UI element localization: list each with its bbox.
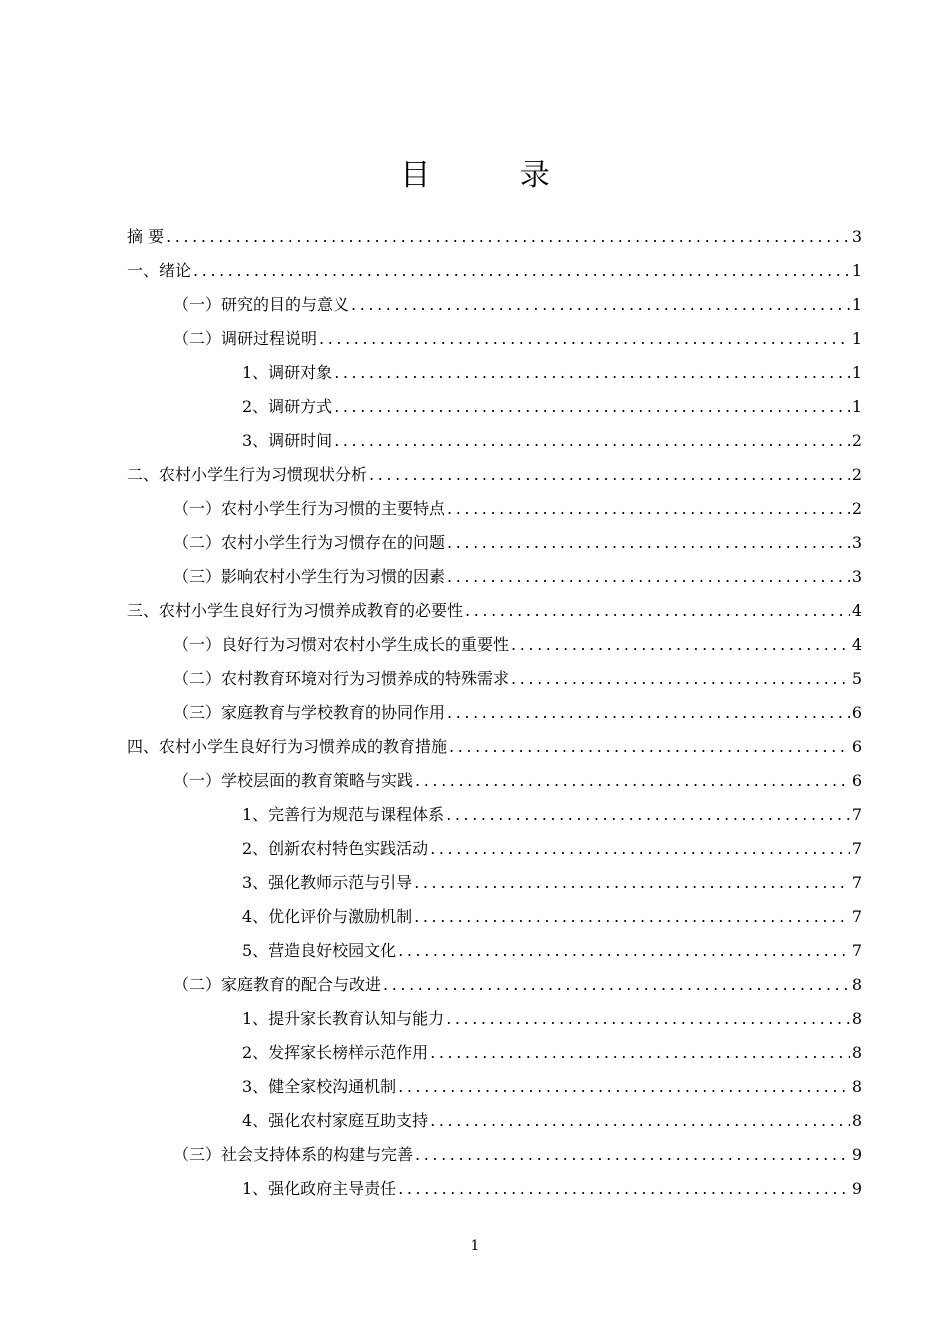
toc-entry-title: （三）家庭教育与学校教育的协同作用 [173, 703, 446, 722]
toc-entry-page: 2 [851, 431, 862, 450]
toc-entry-title: 一、绪论 [127, 261, 192, 280]
toc-entry-page: 6 [851, 771, 862, 790]
toc-entry-page: 7 [851, 805, 862, 824]
toc-entry[interactable] [127, 356, 862, 390]
toc-entry[interactable] [127, 900, 862, 934]
toc-dot-leader [446, 1002, 850, 1036]
toc-entry[interactable] [127, 1070, 862, 1104]
toc-entry[interactable] [127, 594, 862, 628]
toc-entry-title: （一）良好行为习惯对农村小学生成长的重要性 [173, 635, 510, 654]
toc-entry-page: 2 [851, 499, 862, 518]
toc-entry-title: （二）农村小学生行为习惯存在的问题 [173, 533, 446, 552]
toc-dot-leader [511, 628, 850, 662]
toc-dot-leader [193, 254, 850, 288]
toc-entry-title: （三）影响农村小学生行为习惯的因素 [173, 567, 446, 586]
toc-entry-page: 1 [851, 261, 862, 280]
toc-dot-leader [334, 424, 850, 458]
toc-entry[interactable] [127, 1002, 862, 1036]
toc-entry-title: （二）农村教育环境对行为习惯养成的特殊需求 [173, 669, 510, 688]
table-of-contents [127, 220, 862, 1206]
toc-entry-title: 1、提升家长教育认知与能力 [242, 1009, 445, 1028]
toc-entry-title: 2、调研方式 [242, 397, 333, 416]
toc-entry-page: 2 [851, 465, 862, 484]
toc-entry[interactable] [127, 866, 862, 900]
toc-entry-title: 2、创新农村特色实践活动 [242, 839, 429, 858]
toc-entry-page: 1 [851, 363, 862, 382]
toc-entry-page: 3 [851, 567, 862, 586]
toc-dot-leader [447, 560, 850, 594]
toc-entry-title: 1、强化政府主导责任 [242, 1179, 397, 1198]
toc-entry-page: 6 [851, 703, 862, 722]
toc-entry-page: 9 [851, 1145, 862, 1164]
toc-dot-leader [447, 696, 850, 730]
toc-dot-leader [430, 832, 850, 866]
toc-dot-leader [383, 968, 850, 1002]
toc-entry-page: 7 [851, 907, 862, 926]
toc-entry-title: 四、农村小学生良好行为习惯养成的教育措施 [127, 737, 448, 756]
toc-dot-leader [447, 526, 850, 560]
toc-entry[interactable] [127, 764, 862, 798]
toc-dot-leader [334, 356, 850, 390]
toc-entry-title: （一）学校层面的教育策略与实践 [173, 771, 414, 790]
toc-entry-page: 9 [851, 1179, 862, 1198]
toc-entry-title: 3、调研时间 [242, 431, 333, 450]
toc-entry-title: 3、强化教师示范与引导 [242, 873, 413, 892]
toc-entry-page: 7 [851, 839, 862, 858]
toc-dot-leader [465, 594, 850, 628]
toc-entry-title: （二）调研过程说明 [173, 329, 318, 348]
toc-entry-title: 4、优化评价与激励机制 [242, 907, 413, 926]
toc-dot-leader [430, 1104, 850, 1138]
toc-entry-page: 4 [851, 601, 862, 620]
toc-entry-page: 1 [851, 329, 862, 348]
toc-entry[interactable] [127, 968, 862, 1002]
toc-entry[interactable] [127, 492, 862, 526]
toc-dot-leader [415, 1138, 850, 1172]
toc-dot-leader [430, 1036, 850, 1070]
toc-entry-title: 1、调研对象 [242, 363, 333, 382]
toc-entry[interactable] [127, 322, 862, 356]
toc-entry[interactable] [127, 288, 862, 322]
toc-entry-page: 3 [851, 227, 862, 246]
toc-entry-page: 8 [851, 1111, 862, 1130]
toc-dot-leader [511, 662, 850, 696]
toc-entry[interactable] [127, 458, 862, 492]
toc-entry[interactable] [127, 1036, 862, 1070]
toc-entry[interactable] [127, 254, 862, 288]
toc-entry[interactable] [127, 798, 862, 832]
toc-entry-title: （三）社会支持体系的构建与完善 [173, 1145, 414, 1164]
toc-entry[interactable] [127, 1172, 862, 1206]
page-number: 1 [470, 1238, 480, 1254]
toc-entry-page: 1 [851, 397, 862, 416]
toc-entry-title: 二、农村小学生行为习惯现状分析 [127, 465, 368, 484]
toc-dot-leader [351, 288, 850, 322]
toc-title: 目 录 [400, 158, 590, 193]
toc-entry[interactable] [127, 526, 862, 560]
toc-entry[interactable] [127, 560, 862, 594]
toc-entry-page: 6 [851, 737, 862, 756]
toc-entry[interactable] [127, 696, 862, 730]
toc-entry-title: 2、发挥家长榜样示范作用 [242, 1043, 429, 1062]
toc-entry[interactable] [127, 662, 862, 696]
toc-entry[interactable] [127, 390, 862, 424]
toc-entry-title: 3、健全家校沟通机制 [242, 1077, 397, 1096]
toc-entry-page: 5 [851, 669, 862, 688]
toc-entry[interactable] [127, 832, 862, 866]
toc-entry-page: 8 [851, 1009, 862, 1028]
toc-entry[interactable] [127, 934, 862, 968]
toc-entry-title: （二）家庭教育的配合与改进 [173, 975, 382, 994]
toc-entry-title: （一）研究的目的与意义 [173, 295, 350, 314]
toc-dot-leader [398, 934, 850, 968]
toc-dot-leader [414, 900, 850, 934]
toc-entry-page: 8 [851, 975, 862, 994]
toc-entry[interactable] [127, 424, 862, 458]
toc-entry-page: 4 [851, 635, 862, 654]
toc-entry[interactable] [127, 628, 862, 662]
toc-entry-title: 5、营造良好校园文化 [242, 941, 397, 960]
toc-dot-leader [166, 220, 850, 254]
toc-dot-leader [446, 798, 850, 832]
toc-dot-leader [319, 322, 850, 356]
toc-dot-leader [369, 458, 850, 492]
toc-entry-page: 3 [851, 533, 862, 552]
toc-entry-page: 8 [851, 1043, 862, 1062]
toc-dot-leader [334, 390, 850, 424]
toc-entry-page: 8 [851, 1077, 862, 1096]
toc-dot-leader [449, 730, 850, 764]
toc-entry-title: （一）农村小学生行为习惯的主要特点 [173, 499, 446, 518]
toc-entry-page: 7 [851, 873, 862, 892]
toc-entry-page: 1 [851, 295, 862, 314]
toc-entry[interactable] [127, 1138, 862, 1172]
toc-entry[interactable] [127, 730, 862, 764]
toc-entry[interactable] [127, 220, 862, 254]
toc-dot-leader [447, 492, 850, 526]
toc-dot-leader [398, 1070, 850, 1104]
toc-entry-title: 摘 要 [127, 227, 165, 246]
toc-entry-page: 7 [851, 941, 862, 960]
toc-entry[interactable] [127, 1104, 862, 1138]
toc-dot-leader [398, 1172, 850, 1206]
toc-entry-title: 三、农村小学生良好行为习惯养成教育的必要性 [127, 601, 464, 620]
toc-dot-leader [415, 764, 850, 798]
toc-entry-title: 1、完善行为规范与课程体系 [242, 805, 445, 824]
toc-entry-title: 4、强化农村家庭互助支持 [242, 1111, 429, 1130]
toc-dot-leader [414, 866, 850, 900]
